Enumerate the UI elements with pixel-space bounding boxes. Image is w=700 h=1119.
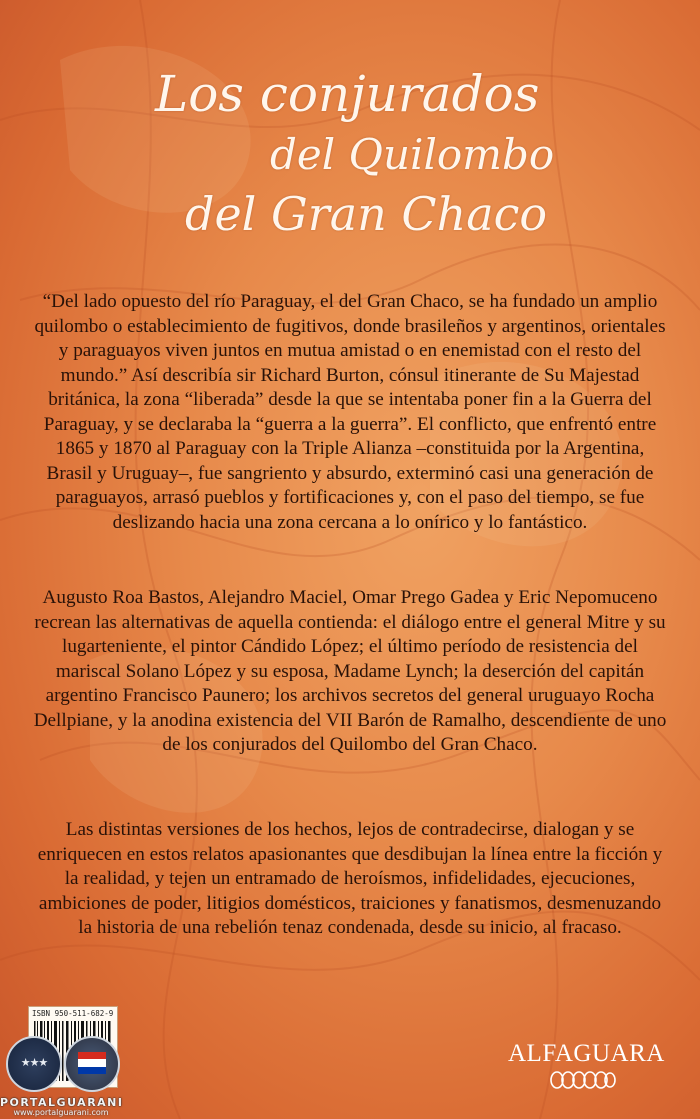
blurb-paragraph-2: Augusto Roa Bastos, Alejandro Maciel, Omar Prego Gadea y Eric Nepomuceno recrean las alternativas de aquella contienda: el diálogo entre el general Mitre y su lugarteniente, el pintor Cándido López; el último período de resistencia del mariscal Solano López y su esposa, Madame Lynch; la deserción del capitán argentino Francisco Paunero; los archivos secretos del general uruguayo Rocha Dellpiane, y la anodina existencia del VII Barón de Ramalho, descendiente de uno de los conjurados del Quilombo del Gran Chaco. — [33, 587, 667, 755]
title-line-1: Los conjurados — [155, 65, 540, 123]
watermark-url: www.portalguarani.com — [13, 1108, 109, 1117]
title-line-2: del Quilombo — [270, 130, 555, 179]
paraguay-flag-seal-icon — [64, 1036, 120, 1092]
publisher-logo-text: ALFAGUARA — [508, 1040, 665, 1067]
title-line-3: del Gran Chaco — [185, 187, 548, 241]
blurb-paragraph-1: “Del lado opuesto del río Paraguay, el del Gran Chaco, se ha fundado un amplio quilombo o establecimiento de fugitivos, donde brasileños y argentinos, orientales y paraguayos viven juntos en mutua amistad o en enemistad con el resto del mundo.” Así describía sir Richard Burton, cónsul itinerante de Su Majestad británica, la zona “liberada” desde la que se intentaba poner fin a la Guerra del Paraguay, y se declaraba la “guerra a la guerra”. El conflicto, que enfrentó entre 1865 y 1870 al Paraguay con la Triple Alianza –constituida por la Argentina, Brasil y Uruguay–, fue sangriento y absurdo, exterminó casi una generación de paraguayos, arrasó pueblos y fortificaciones y, con el paso del tiempo, se fue deslizando hacia una zona cercana a lo onírico y lo fantástico. — [34, 291, 666, 533]
paraguay-flag-icon — [78, 1052, 106, 1074]
seal-stars: ★★★ — [20, 1056, 48, 1069]
blurb-paragraph-3: Las distintas versiones de los hechos, lejos de contradecirse, dialogan y se enriquecen en estos relatos apasionantes que desdibujan la línea entre la ficción y la realidad, y tejen un entramado de heroísmos, infidelidades, ejecuciones, ambiciones de poder, litigios domésticos, traiciones y fanatismos, desmenuzando la historia de una rebelión tenaz condenada, desde su inicio, al fracaso. — [37, 819, 663, 938]
portal-seal-stars-icon — [6, 1036, 62, 1092]
publisher-ornament-icon — [548, 1068, 618, 1092]
watermark-name: PORTALGUARANI — [0, 1096, 124, 1109]
isbn-text: ISBN 950-511-682-9 — [32, 1009, 114, 1018]
